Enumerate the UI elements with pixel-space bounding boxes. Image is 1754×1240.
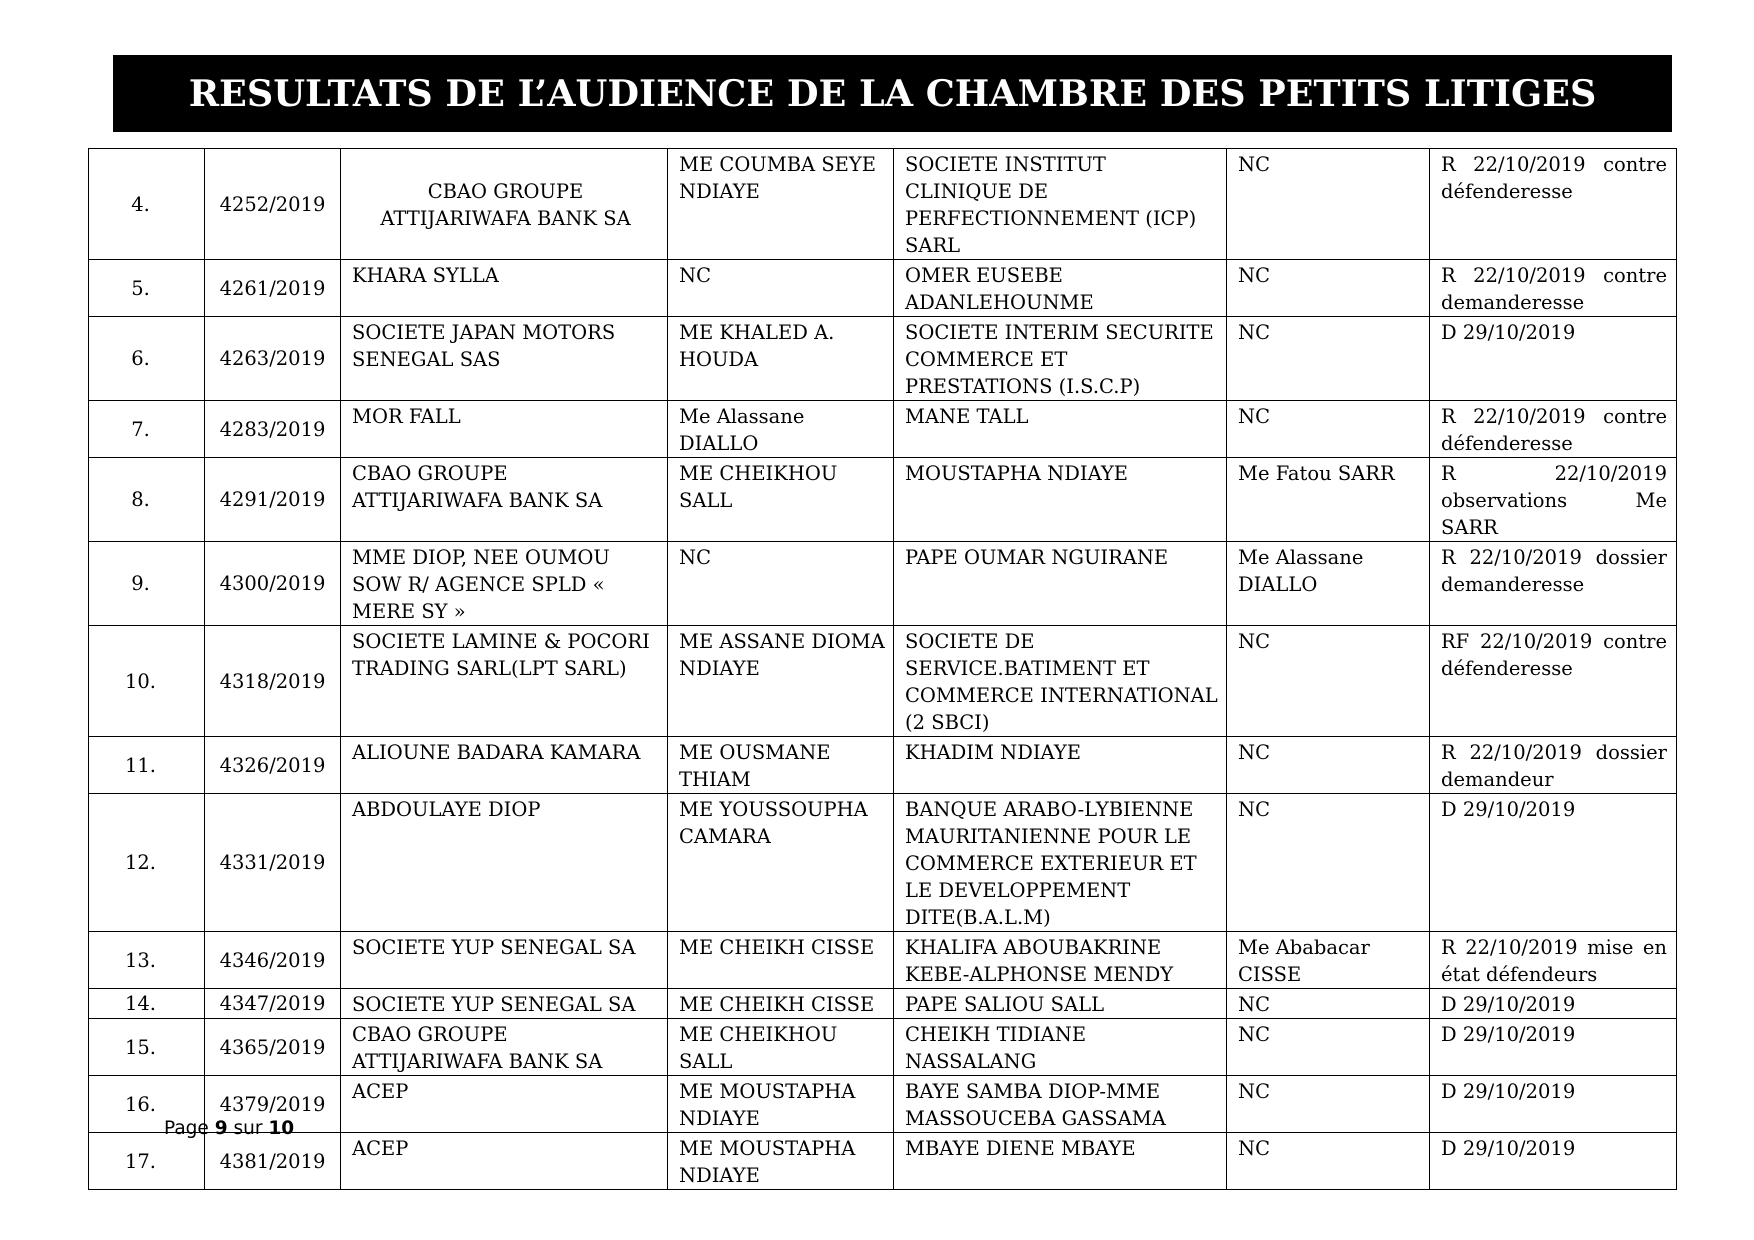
page-title: RESULTATS DE L’AUDIENCE DE LA CHAMBRE DES PETITS LITIGES bbox=[188, 72, 1597, 115]
defendant-lawyer-cell: NC bbox=[1227, 401, 1430, 458]
table-row bbox=[89, 794, 1677, 932]
defendant-cell: MBAYE DIENE MBAYE bbox=[894, 1133, 1227, 1190]
plaintiff-cell: CBAO GROUPE ATTIJARIWAFA BANK SA bbox=[341, 149, 668, 260]
plaintiff-lawyer-cell: NC bbox=[668, 260, 894, 317]
page-total: 10 bbox=[268, 1118, 295, 1139]
hearing-result-cell: D 29/10/2019 bbox=[1430, 1133, 1677, 1190]
plaintiff-lawyer-cell: ME CHEIKHOU SALL bbox=[668, 458, 894, 542]
docket-number-cell: 4347/2019 bbox=[205, 989, 341, 1019]
results-table bbox=[88, 148, 1677, 1190]
defendant-lawyer-cell: NC bbox=[1227, 794, 1430, 932]
hearing-result-cell: R 22/10/2019 mise en état défendeurs bbox=[1430, 932, 1677, 989]
docket-number-cell: 4365/2019 bbox=[205, 1019, 341, 1076]
defendant-cell: KHADIM NDIAYE bbox=[894, 737, 1227, 794]
table-row bbox=[89, 1076, 1677, 1133]
hearing-result-cell: R 22/10/2019 contre défenderesse bbox=[1430, 401, 1677, 458]
case-number-cell: 15. bbox=[89, 1019, 205, 1076]
plaintiff-lawyer-cell: ME KHALED A. HOUDA bbox=[668, 317, 894, 401]
plaintiff-lawyer-cell: ME MOUSTAPHA NDIAYE bbox=[668, 1076, 894, 1133]
table-row bbox=[89, 260, 1677, 317]
docket-number-cell: 4252/2019 bbox=[205, 149, 341, 260]
hearing-result-cell: D 29/10/2019 bbox=[1430, 1076, 1677, 1133]
plaintiff-cell: CBAO GROUPE ATTIJARIWAFA BANK SA bbox=[341, 458, 668, 542]
case-number-cell: 9. bbox=[89, 542, 205, 626]
defendant-cell: CHEIKH TIDIANE NASSALANG bbox=[894, 1019, 1227, 1076]
defendant-cell: MOUSTAPHA NDIAYE bbox=[894, 458, 1227, 542]
table-row bbox=[89, 1019, 1677, 1076]
defendant-lawyer-cell: NC bbox=[1227, 149, 1430, 260]
plaintiff-cell: ALIOUNE BADARA KAMARA bbox=[341, 737, 668, 794]
docket-number-cell: 4300/2019 bbox=[205, 542, 341, 626]
table-row bbox=[89, 401, 1677, 458]
table-row bbox=[89, 1133, 1677, 1190]
page-banner bbox=[113, 55, 1672, 132]
plaintiff-cell: CBAO GROUPE ATTIJARIWAFA BANK SA bbox=[341, 1019, 668, 1076]
table-row bbox=[89, 737, 1677, 794]
case-number-cell: 12. bbox=[89, 794, 205, 932]
defendant-lawyer-cell: NC bbox=[1227, 737, 1430, 794]
case-number-cell: 4. bbox=[89, 149, 205, 260]
docket-number-cell: 4291/2019 bbox=[205, 458, 341, 542]
hearing-result-cell: R 22/10/2019 dossier demanderesse bbox=[1430, 542, 1677, 626]
hearing-result-cell: D 29/10/2019 bbox=[1430, 794, 1677, 932]
case-number-cell: 5. bbox=[89, 260, 205, 317]
case-number-cell: 13. bbox=[89, 932, 205, 989]
plaintiff-cell: SOCIETE LAMINE & POCORI TRADING SARL(LPT SARL) bbox=[341, 626, 668, 737]
docket-number-cell: 4379/2019 bbox=[205, 1076, 341, 1133]
plaintiff-lawyer-cell: NC bbox=[668, 542, 894, 626]
table-row bbox=[89, 317, 1677, 401]
defendant-lawyer-cell: NC bbox=[1227, 260, 1430, 317]
defendant-cell: PAPE SALIOU SALL bbox=[894, 989, 1227, 1019]
docket-number-cell: 4261/2019 bbox=[205, 260, 341, 317]
plaintiff-cell: ABDOULAYE DIOP bbox=[341, 794, 668, 932]
defendant-cell: BANQUE ARABO-LYBIENNE MAURITANIENNE POUR LE COMMERCE EXTERIEUR ET LE DEVELOPPEMENT DITE(B.A.L.M) bbox=[894, 794, 1227, 932]
hearing-result-cell: R 22/10/2019 dossier demandeur bbox=[1430, 737, 1677, 794]
defendant-lawyer-cell: Me Fatou SARR bbox=[1227, 458, 1430, 542]
plaintiff-cell: SOCIETE YUP SENEGAL SA bbox=[341, 989, 668, 1019]
plaintiff-lawyer-cell: ME MOUSTAPHA NDIAYE bbox=[668, 1133, 894, 1190]
docket-number-cell: 4283/2019 bbox=[205, 401, 341, 458]
plaintiff-lawyer-cell: ME CHEIKH CISSE bbox=[668, 932, 894, 989]
page-number: 9 bbox=[214, 1118, 228, 1139]
table-row bbox=[89, 149, 1677, 260]
plaintiff-cell: MME DIOP, NEE OUMOU SOW R/ AGENCE SPLD « MERE SY » bbox=[341, 542, 668, 626]
docket-number-cell: 4346/2019 bbox=[205, 932, 341, 989]
plaintiff-lawyer-cell: Me Alassane DIALLO bbox=[668, 401, 894, 458]
plaintiff-lawyer-cell: ME YOUSSOUPHA CAMARA bbox=[668, 794, 894, 932]
plaintiff-cell: ACEP bbox=[341, 1133, 668, 1190]
defendant-lawyer-cell: NC bbox=[1227, 1076, 1430, 1133]
page-separator: sur bbox=[233, 1118, 263, 1139]
defendant-lawyer-cell: NC bbox=[1227, 989, 1430, 1019]
defendant-lawyer-cell: NC bbox=[1227, 626, 1430, 737]
hearing-result-cell: D 29/10/2019 bbox=[1430, 1019, 1677, 1076]
plaintiff-lawyer-cell: ME COUMBA SEYE NDIAYE bbox=[668, 149, 894, 260]
plaintiff-cell: ACEP bbox=[341, 1076, 668, 1133]
hearing-result-cell: R 22/10/2019 observations Me SARR bbox=[1430, 458, 1677, 542]
defendant-cell: SOCIETE INTERIM SECURITE COMMERCE ET PRESTATIONS (I.S.C.P) bbox=[894, 317, 1227, 401]
plaintiff-cell: MOR FALL bbox=[341, 401, 668, 458]
defendant-lawyer-cell: NC bbox=[1227, 317, 1430, 401]
hearing-result-cell: RF 22/10/2019 contre défenderesse bbox=[1430, 626, 1677, 737]
defendant-lawyer-cell: NC bbox=[1227, 1019, 1430, 1076]
table-row bbox=[89, 626, 1677, 737]
plaintiff-lawyer-cell: ME CHEIKH CISSE bbox=[668, 989, 894, 1019]
case-number-cell: 11. bbox=[89, 737, 205, 794]
hearing-result-cell: D 29/10/2019 bbox=[1430, 989, 1677, 1019]
plaintiff-cell: SOCIETE YUP SENEGAL SA bbox=[341, 932, 668, 989]
defendant-cell: PAPE OUMAR NGUIRANE bbox=[894, 542, 1227, 626]
docket-number-cell: 4318/2019 bbox=[205, 626, 341, 737]
case-number-cell: 7. bbox=[89, 401, 205, 458]
plaintiff-lawyer-cell: ME CHEIKHOU SALL bbox=[668, 1019, 894, 1076]
case-number-cell: 8. bbox=[89, 458, 205, 542]
hearing-result-cell: R 22/10/2019 contre défenderesse bbox=[1430, 149, 1677, 260]
case-number-cell: 17. bbox=[89, 1133, 205, 1190]
plaintiff-lawyer-cell: ME ASSANE DIOMA NDIAYE bbox=[668, 626, 894, 737]
defendant-cell: OMER EUSEBE ADANLEHOUNME bbox=[894, 260, 1227, 317]
hearing-result-cell: D 29/10/2019 bbox=[1430, 317, 1677, 401]
hearing-result-cell: R 22/10/2019 contre demanderesse bbox=[1430, 260, 1677, 317]
case-number-cell: 6. bbox=[89, 317, 205, 401]
case-number-cell: 14. bbox=[89, 989, 205, 1019]
table-row bbox=[89, 542, 1677, 626]
docket-number-cell: 4331/2019 bbox=[205, 794, 341, 932]
table-row bbox=[89, 989, 1677, 1019]
defendant-lawyer-cell: NC bbox=[1227, 1133, 1430, 1190]
table-row bbox=[89, 932, 1677, 989]
defendant-cell: MANE TALL bbox=[894, 401, 1227, 458]
docket-number-cell: 4263/2019 bbox=[205, 317, 341, 401]
defendant-lawyer-cell: Me Alassane DIALLO bbox=[1227, 542, 1430, 626]
docket-number-cell: 4326/2019 bbox=[205, 737, 341, 794]
defendant-cell: SOCIETE INSTITUT CLINIQUE DE PERFECTIONNEMENT (ICP) SARL bbox=[894, 149, 1227, 260]
plaintiff-cell: KHARA SYLLA bbox=[341, 260, 668, 317]
plaintiff-lawyer-cell: ME OUSMANE THIAM bbox=[668, 737, 894, 794]
page-label: Page bbox=[164, 1118, 209, 1139]
defendant-cell: SOCIETE DE SERVICE.BATIMENT ET COMMERCE INTERNATIONAL (2 SBCI) bbox=[894, 626, 1227, 737]
defendant-cell: BAYE SAMBA DIOP-MME MASSOUCEBA GASSAMA bbox=[894, 1076, 1227, 1133]
page-footer bbox=[164, 1118, 294, 1139]
table-row bbox=[89, 458, 1677, 542]
defendant-cell: KHALIFA ABOUBAKRINE KEBE-ALPHONSE MENDY bbox=[894, 932, 1227, 989]
case-number-cell: 10. bbox=[89, 626, 205, 737]
defendant-lawyer-cell: Me Ababacar CISSE bbox=[1227, 932, 1430, 989]
plaintiff-cell: SOCIETE JAPAN MOTORS SENEGAL SAS bbox=[341, 317, 668, 401]
docket-number-cell: 4381/2019 bbox=[205, 1133, 341, 1190]
case-number-cell: 16. bbox=[89, 1076, 205, 1133]
